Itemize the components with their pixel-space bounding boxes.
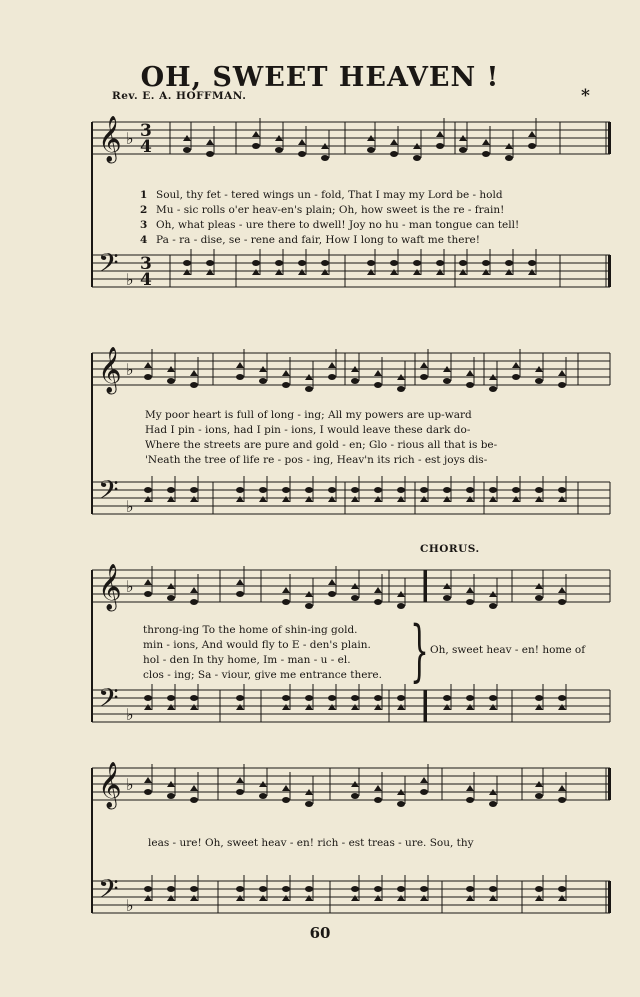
note-head [190,487,198,493]
note-head [482,151,490,157]
note-head [190,886,198,892]
note-head [206,151,214,157]
note-head [443,487,451,493]
note-head [512,374,520,380]
note-head [144,895,152,901]
bass-clef: 𝄢 [98,247,119,285]
note-head [259,378,267,384]
lyric-line-s2-2: Had I pin - ions, had I pin - ions, I would leave these dark do- [145,424,471,436]
note-head [466,797,474,803]
note-head [420,777,428,783]
note-head [512,487,520,493]
note-head [190,599,198,605]
note-head [351,793,359,799]
note-head [236,886,244,892]
note-head [558,382,566,388]
note-head [558,695,566,701]
note-head [390,269,398,275]
note-head [236,374,244,380]
note-head [466,886,474,892]
note-head [305,886,313,892]
note-head [482,139,490,145]
note-head [397,704,405,710]
note-head [236,487,244,493]
note-head [443,695,451,701]
note-head [413,260,421,266]
note-head [535,595,543,601]
chorus-double-barline [424,570,427,602]
note-head [436,269,444,275]
time-signature: 3 [140,121,152,141]
lyric-line-s3-4: clos - ing; Sa - viour, give me entrance there. [143,669,382,681]
note-head [252,131,260,137]
note-head [374,704,382,710]
note-head [183,147,191,153]
note-head [259,487,267,493]
note-head [236,789,244,795]
hymn-title: OH, SWEET HEAVEN ! [140,62,500,93]
note-head [144,496,152,502]
verse-line-2: 2 Mu - sic rolls o'er heav-en's plain; Oh, how sweet is the re - frain! [140,204,505,216]
note-head [420,487,428,493]
note-head [305,487,313,493]
treble-clef: 𝄞 [98,116,122,162]
note-head [374,370,382,376]
note-head [535,496,543,502]
note-head [282,785,290,791]
lyric-line-s4: leas - ure! Oh, sweet heav - en! rich - est treas - ure. Sou, thy [148,837,474,849]
note-head [558,496,566,502]
note-head [167,496,175,502]
note-head [351,595,359,601]
lyric-brace: } [410,612,429,689]
note-head [528,260,536,266]
note-head [190,797,198,803]
note-head [259,793,267,799]
note-head [466,704,474,710]
note-head [183,260,191,266]
note-head [190,587,198,593]
note-head [489,487,497,493]
note-head [420,789,428,795]
note-head [236,777,244,783]
note-head [167,793,175,799]
final-barline [608,122,611,154]
note-head [558,587,566,593]
final-barline [608,768,611,800]
note-head [236,579,244,585]
note-head [397,895,405,901]
note-head [436,143,444,149]
note-head [482,260,490,266]
lyric-line-s3-2: min - ions, And would fly to E - den's plain. [143,639,371,651]
note-head [190,695,198,701]
page-number: 60 [309,924,331,942]
note-head [535,886,543,892]
treble-clef: 𝄞 [98,564,122,610]
lyric-line-s3-3: hol - den In thy home, Im - man - u - el. [143,654,351,666]
note-head [443,704,451,710]
note-head [374,785,382,791]
note-head [144,591,152,597]
flat-key-signature: ♭ [126,360,134,379]
note-head [351,695,359,701]
time-signature: 3 [140,254,152,274]
note-head [282,797,290,803]
note-head [282,370,290,376]
note-head [190,895,198,901]
note-head [282,695,290,701]
note-head [328,704,336,710]
note-head [466,785,474,791]
note-head [505,260,513,266]
note-head [328,695,336,701]
note-head [482,269,490,275]
note-head [505,269,513,275]
lyric-line-s2-3: Where the streets are pure and gold - en; Glo - rious all that is be- [145,439,498,451]
note-head [367,260,375,266]
note-head [282,382,290,388]
lyric-line-s2-4: 'Neath the tree of life re - pos - ing, Heav'n its rich - est joys dis- [145,454,488,466]
note-head [390,151,398,157]
note-head [144,579,152,585]
note-head [351,496,359,502]
note-head [466,599,474,605]
flat-key-signature: ♭ [126,497,134,516]
note-head [282,895,290,901]
note-head [535,704,543,710]
note-head [535,895,543,901]
note-head [351,378,359,384]
note-head [443,496,451,502]
note-head [305,496,313,502]
note-head [144,704,152,710]
note-head [397,886,405,892]
flat-key-signature: ♭ [126,896,134,915]
note-head [397,386,405,392]
note-head [321,260,329,266]
note-head [528,143,536,149]
note-head [144,886,152,892]
note-head [535,487,543,493]
note-head [397,487,405,493]
note-head [236,895,244,901]
bass-clef: 𝄢 [98,474,119,512]
note-head [328,579,336,585]
note-head [259,496,267,502]
note-head [466,895,474,901]
note-head [282,599,290,605]
note-head [558,886,566,892]
note-head [420,886,428,892]
note-head [282,704,290,710]
note-head [466,370,474,376]
note-head [190,496,198,502]
note-head [321,155,329,161]
note-head [236,704,244,710]
chorus-double-barline [424,690,427,722]
note-head [167,378,175,384]
note-head [489,801,497,807]
note-head [374,895,382,901]
note-head [252,260,260,266]
note-head [305,895,313,901]
note-head [167,886,175,892]
note-head [558,704,566,710]
note-head [298,139,306,145]
footnote-marker: * [581,86,590,106]
note-head [413,269,421,275]
note-head [236,496,244,502]
time-signature: 4 [140,137,152,157]
note-head [489,704,497,710]
verse-line-4: 4 Pa - ra - dise, se - rene and fair, How I long to waft me there! [140,234,480,246]
bass-clef: 𝄢 [98,682,119,720]
note-head [459,269,467,275]
note-head [298,260,306,266]
verse-line-1: 1 Soul, thy fet - tered wings un - fold, That I may my Lord be - hold [140,189,503,201]
note-head [528,131,536,137]
note-head [252,269,260,275]
note-head [328,362,336,368]
note-head [397,603,405,609]
note-head [535,378,543,384]
author-credit: Rev. E. A. HOFFMAN. [112,90,247,102]
note-head [206,260,214,266]
note-head [489,886,497,892]
note-head [558,895,566,901]
note-head [282,587,290,593]
note-head [420,374,428,380]
verse-line-3: 3 Oh, what pleas - ure there to dwell! Joy no hu - man tongue can tell! [140,219,520,231]
note-head [321,269,329,275]
note-head [436,260,444,266]
note-head [252,143,260,149]
treble-clef: 𝄞 [98,762,122,808]
note-head [459,147,467,153]
note-head [190,370,198,376]
note-head [413,155,421,161]
note-head [466,496,474,502]
final-barline [608,255,611,287]
note-head [144,487,152,493]
final-barline [608,881,611,913]
note-head [167,487,175,493]
flat-key-signature: ♭ [126,705,134,724]
note-head [374,587,382,593]
note-head [275,260,283,266]
note-head [443,378,451,384]
note-head [420,895,428,901]
note-head [459,260,467,266]
note-head [236,591,244,597]
note-head [167,704,175,710]
note-head [275,147,283,153]
note-head [443,595,451,601]
note-head [466,487,474,493]
note-head [259,895,267,901]
note-head [489,386,497,392]
flat-key-signature: ♭ [126,775,134,794]
note-head [282,496,290,502]
note-head [236,362,244,368]
note-head [328,591,336,597]
note-head [190,382,198,388]
flat-key-signature: ♭ [126,129,134,148]
note-head [558,797,566,803]
note-head [374,487,382,493]
note-head [489,496,497,502]
note-head [282,886,290,892]
note-head [397,801,405,807]
note-head [328,487,336,493]
note-head [367,147,375,153]
note-head [390,139,398,145]
bass-clef: 𝄢 [98,873,119,911]
note-head [390,260,398,266]
note-head [328,496,336,502]
lyric-line-s3-1: throng-ing To the home of shin-ing gold. [143,624,358,636]
note-head [351,704,359,710]
note-head [512,362,520,368]
note-head [420,496,428,502]
note-head [528,269,536,275]
note-head [167,595,175,601]
note-head [397,695,405,701]
note-head [374,797,382,803]
note-head [374,886,382,892]
note-head [144,362,152,368]
note-head [298,269,306,275]
note-head [305,695,313,701]
treble-clef: 𝄞 [98,347,122,393]
time-signature: 4 [140,270,152,290]
note-head [505,155,513,161]
note-head [305,704,313,710]
note-head [206,269,214,275]
note-head [183,269,191,275]
note-head [190,785,198,791]
note-head [374,599,382,605]
lyric-line-s2-1: My poor heart is full of long - ing; All my powers are up-ward [145,409,472,421]
note-head [489,895,497,901]
note-head [144,374,152,380]
note-head [558,599,566,605]
note-head [558,370,566,376]
note-head [144,777,152,783]
chorus-label: CHORUS. [420,543,480,555]
note-head [374,695,382,701]
note-head [466,587,474,593]
note-head [367,269,375,275]
note-head [535,695,543,701]
note-head [374,382,382,388]
note-head [512,496,520,502]
note-head [535,793,543,799]
note-head [144,695,152,701]
note-head [259,886,267,892]
note-head [328,374,336,380]
note-head [305,801,313,807]
note-head [305,386,313,392]
note-head [397,496,405,502]
note-head [489,695,497,701]
note-head [466,695,474,701]
flat-key-signature: ♭ [126,577,134,596]
note-head [466,382,474,388]
note-head [420,362,428,368]
note-head [351,886,359,892]
chorus-lyric: Oh, sweet heav - en! home of [430,644,586,656]
note-head [489,603,497,609]
note-head [558,785,566,791]
note-head [190,704,198,710]
note-head [305,603,313,609]
note-head [298,151,306,157]
note-head [236,695,244,701]
note-head [275,269,283,275]
note-head [558,487,566,493]
note-head [351,487,359,493]
note-head [167,895,175,901]
note-head [206,139,214,145]
note-head [167,695,175,701]
note-head [144,789,152,795]
note-head [282,487,290,493]
flat-key-signature: ♭ [126,270,134,289]
note-head [374,496,382,502]
note-head [351,895,359,901]
note-head [436,131,444,137]
